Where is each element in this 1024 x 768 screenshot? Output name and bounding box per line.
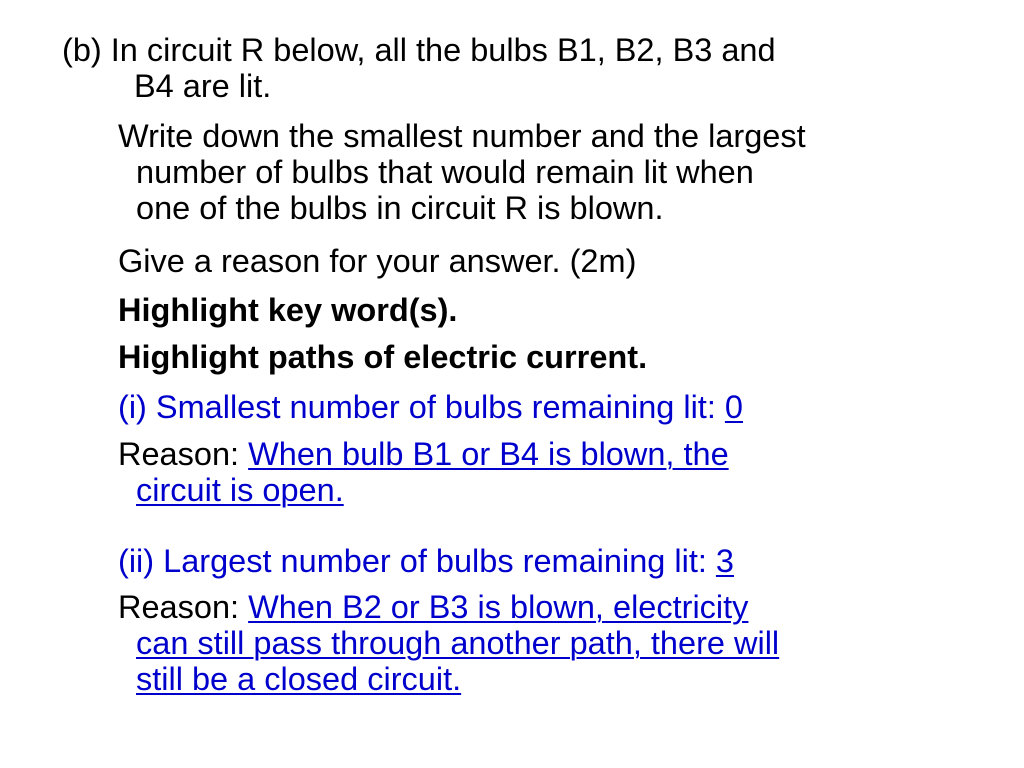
- question-task: [118, 118, 806, 226]
- instruction-paths: [118, 339, 647, 375]
- instruction-keywords: [118, 292, 457, 328]
- question-intro-line-1: (b) In circuit R below, all the bulbs B1, B2, B3 and: [62, 32, 776, 68]
- answer-largest-reason-line-3: still be a closed circuit.: [136, 661, 462, 697]
- answer-smallest-reason-label: Reason:: [118, 436, 249, 472]
- answer-largest-reason-line-1: When B2 or B3 is blown, electricity: [248, 589, 749, 625]
- answer-smallest-reason-line-1: When bulb B1 or B4 is blown, the: [248, 436, 729, 472]
- question-intro-line-2: [62, 68, 776, 104]
- question-intro: [62, 32, 776, 104]
- answer-largest-reason-line-2-wrap: [118, 625, 779, 661]
- answer-smallest-reason-line-2: circuit is open.: [136, 472, 344, 508]
- question-task-line-2: number of bulbs that would remain lit when: [136, 154, 754, 190]
- answer-largest-label: (ii) Largest number of bulbs remaining lit:: [118, 543, 716, 579]
- answer-largest-reason-line-3-wrap: [118, 661, 779, 697]
- answer-largest-reason: [118, 589, 779, 697]
- reason-prompt-text: Give a reason for your answer. (2m): [118, 243, 637, 279]
- instruction-keywords-text: Highlight key word(s).: [118, 292, 458, 328]
- question-task-line-1: Write down the smallest number and the largest: [118, 118, 806, 154]
- answer-largest-value: 3: [715, 543, 734, 579]
- question-task-line-3: one of the bulbs in circuit R is blown.: [136, 190, 664, 226]
- answer-smallest-reason: [118, 436, 729, 508]
- answer-largest-reason-line-2: can still pass through another path, there will: [136, 625, 780, 661]
- answer-smallest: [118, 389, 743, 425]
- answer-smallest-value: 0: [724, 389, 743, 425]
- reason-prompt: [118, 243, 636, 279]
- question-intro-line-2-text: B4 are lit.: [134, 68, 272, 104]
- instruction-paths-text: Highlight paths of electric current.: [118, 339, 648, 375]
- answer-smallest-reason-line-2-wrap: [118, 472, 729, 508]
- answer-largest-reason-label: Reason:: [118, 589, 249, 625]
- answer-smallest-label: (i) Smallest number of bulbs remaining lit:: [118, 389, 725, 425]
- answer-largest: [118, 543, 734, 579]
